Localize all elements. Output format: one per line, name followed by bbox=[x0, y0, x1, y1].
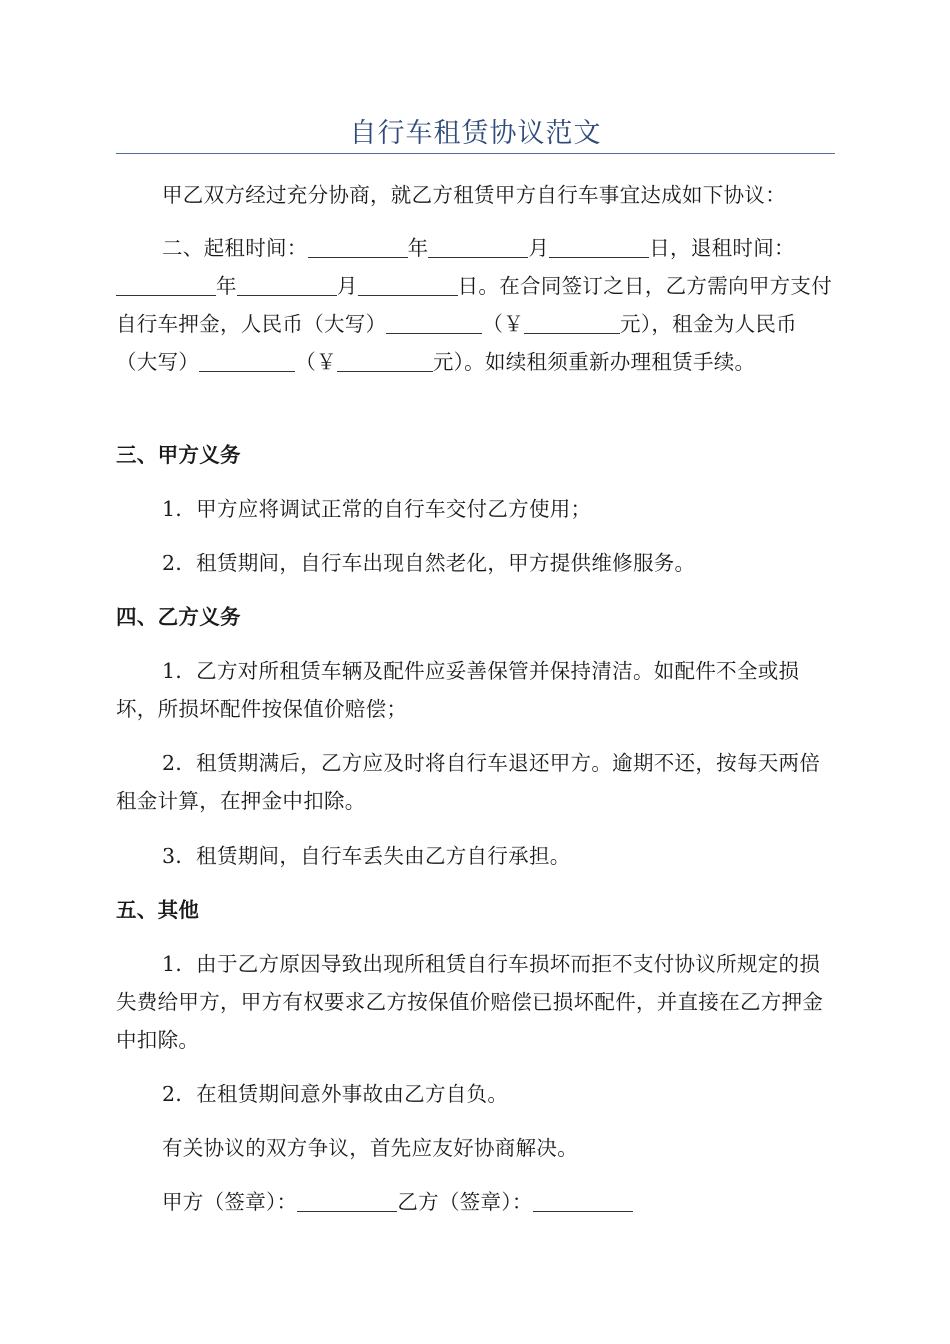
title-underline bbox=[116, 153, 835, 154]
section3-item-2: 2．租赁期间，自行车出现自然老化，甲方提供维修服务。 bbox=[162, 551, 696, 575]
blank-start-day bbox=[549, 237, 649, 259]
document-title: 自行车租赁协议范文 bbox=[349, 118, 602, 149]
blank-party-a-signature bbox=[297, 1191, 397, 1213]
dispute-paragraph: 有关协议的双方争议，首先应友好协商解决。 bbox=[162, 1136, 578, 1160]
section3-heading: 三、甲方义务 bbox=[116, 443, 241, 467]
section4-heading: 四、乙方义务 bbox=[116, 605, 241, 629]
section3-item-1: 1．甲方应将调试正常的自行车交付乙方使用； bbox=[162, 497, 592, 521]
blank-end-day bbox=[358, 275, 458, 297]
blank-start-month bbox=[428, 237, 528, 259]
blank-deposit-words bbox=[386, 313, 482, 335]
blank-rent-amount bbox=[337, 351, 433, 373]
section4-item-3: 3．租赁期间，自行车丢失由乙方自行承担。 bbox=[162, 844, 571, 868]
blank-deposit-amount bbox=[524, 313, 620, 335]
section4-item-1: 1．乙方对所租赁车辆及配件应妥善保管并保持清洁。如配件不全或损坏，所损坏配件按保值价赔偿； bbox=[116, 659, 800, 721]
section5-item-2: 2．在租赁期间意外事故由乙方自负。 bbox=[162, 1082, 509, 1106]
signature-line: 甲方（签章）： 乙方（签章）： bbox=[116, 1183, 835, 1221]
blank-start-year bbox=[308, 237, 408, 259]
intro-paragraph: 甲乙双方经过充分协商，就乙方租赁甲方自行车事宜达成如下协议： bbox=[162, 183, 786, 207]
blank-end-year bbox=[116, 275, 216, 297]
section5-item-1: 1．由于乙方原因导致出现所租赁自行车损坏而拒不支付协议所规定的损失费给甲方，甲方有权要求乙方按保值价赔偿已损坏配件，并直接在乙方押金中扣除。 bbox=[116, 952, 824, 1052]
blank-party-b-signature bbox=[533, 1191, 633, 1213]
section4-item-2: 2．租赁期满后，乙方应及时将自行车退还甲方。逾期不还，按每天两倍租金计算，在押金中扣除。 bbox=[116, 751, 821, 813]
section2-paragraph: 二、起租时间： 年 月 日，退租时间：年 月 日。在合同签订之日，乙方需向甲方支付自行车押金，人民币（大写） （￥ 元），租金为人民币（大写） （￥ 元）。如续租须重新办理租赁手续。 bbox=[116, 236, 833, 374]
blank-end-month bbox=[237, 275, 337, 297]
blank-rent-words bbox=[199, 351, 295, 373]
section5-heading: 五、其他 bbox=[116, 898, 200, 922]
